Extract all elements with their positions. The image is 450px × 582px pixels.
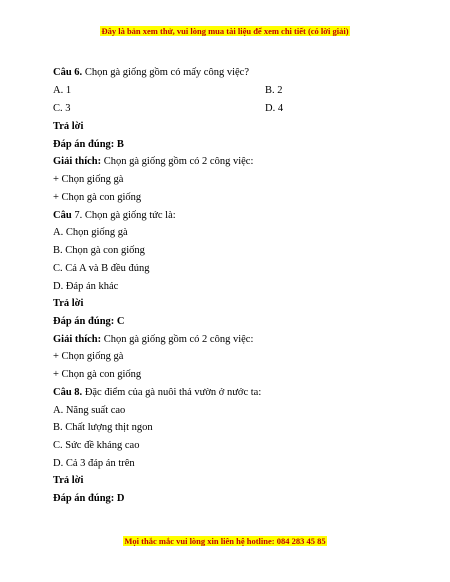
hotline-text: Mọi thắc mắc vui lòng xin liên hệ hotline: 084 283 45 85 [124,536,326,546]
q7-correct-answer: Đáp án đúng: C [53,316,125,327]
q8-option-b: B. Chất lượng thịt ngon [53,422,153,433]
q7-explanation-item: + Chọn giống gà [53,351,124,362]
q6-option-a: A. 1 [53,85,72,96]
q6-explanation-item: + Chọn giống gà [53,174,124,185]
q6-option-c: C. 3 [53,103,71,114]
q6-explanation-label: Giải thích: [53,156,102,167]
q7-option-b: B. Chọn gà con giống [53,245,145,256]
q8-option-d: D. Cả 3 đáp án trên [53,458,135,469]
hotline-banner [0,536,450,547]
question-8-text: Đặc điểm của gà nuôi thả vườn ở nước ta: [84,387,262,398]
q8-correct-answer: Đáp án đúng: D [53,493,125,504]
q7-option-a: A. Chọn giống gà [53,227,128,238]
question-8 [53,386,261,399]
preview-notice-text: Đây là bản xem thử, vui lòng mua tài liệu để xem chi tiết (có lời giải) [101,26,349,36]
q7-option-d: D. Đáp án khác [53,281,119,292]
q7-explanation-text: Chọn gà giống gồm có 2 công việc: [103,334,254,345]
question-6-label: Câu 6. [53,67,83,78]
question-6-text: Chọn gà giống gồm có mấy công việc? [84,67,249,78]
q8-option-c: C. Sức đề kháng cao [53,440,140,451]
q6-explanation [53,155,253,168]
q7-answer-heading: Trả lời [53,298,84,309]
q6-answer-heading: Trả lời [53,121,84,132]
q7-explanation [53,333,253,346]
q7-explanation-label: Giải thích: [53,334,102,345]
q8-option-a: A. Năng suất cao [53,405,126,416]
q6-option-d: D. 4 [265,103,284,114]
q6-correct-answer: Đáp án đúng: B [53,139,124,150]
q6-option-b: B. 2 [265,85,283,96]
question-8-label: Câu 8. [53,387,83,398]
q7-option-c: C. Cả A và B đều đúng [53,263,150,274]
q7-explanation-item: + Chọn gà con giống [53,369,142,380]
question-7-label: Câu [53,210,72,221]
preview-notice-banner [0,26,450,37]
question-7-text: 7. Chọn gà giống tức là: [74,210,176,221]
question-6 [53,66,249,79]
q6-explanation-text: Chọn gà giống gồm có 2 công việc: [103,156,254,167]
question-7 [53,209,176,222]
q6-explanation-item: + Chọn gà con giống [53,192,142,203]
q8-answer-heading: Trả lời [53,475,84,486]
